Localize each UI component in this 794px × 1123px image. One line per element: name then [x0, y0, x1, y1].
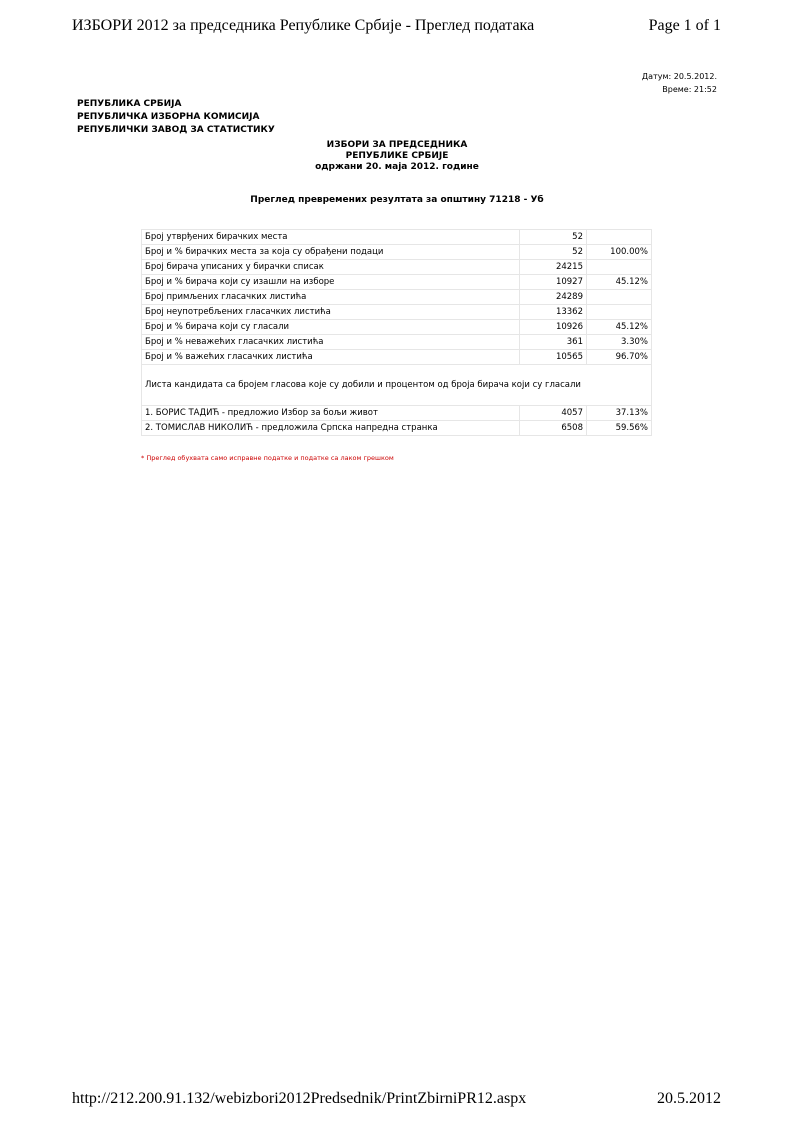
- row-value: 13362: [520, 305, 587, 320]
- row-value: 52: [520, 230, 587, 245]
- row-percent: 100.00%: [587, 245, 652, 260]
- print-header-page: Page 1 of 1: [648, 17, 721, 34]
- footnote: * Преглед обухвата само исправне податке и податке са лаком грешком: [141, 454, 394, 462]
- table-row: [142, 245, 652, 260]
- row-label: Број и % бирача који су изашли на изборе: [142, 275, 520, 290]
- row-label: Број утврђених бирачких места: [142, 230, 520, 245]
- candidate-percent: 59.56%: [587, 421, 652, 436]
- row-percent: 45.12%: [587, 320, 652, 335]
- table-row: [142, 230, 652, 245]
- table-row: [142, 290, 652, 305]
- candidate-label: 1. БОРИС ТАДИЋ - предложио Избор за бољи живот: [142, 406, 520, 421]
- row-value: 52: [520, 245, 587, 260]
- candidate-label: 2. ТОМИСЛАВ НИКОЛИЋ - предложила Српска напредна странка: [142, 421, 520, 436]
- row-value: 24215: [520, 260, 587, 275]
- heading-line-3: одржани 20. маја 2012. године: [315, 162, 479, 172]
- results-table: [141, 229, 652, 436]
- row-percent: [587, 230, 652, 245]
- row-label: Број примљених гласачких листића: [142, 290, 520, 305]
- candidate-percent: 37.13%: [587, 406, 652, 421]
- org-line-commission: РЕПУБЛИЧКА ИЗБОРНА КОМИСИЈА: [77, 112, 260, 122]
- heading-line-2: РЕПУБЛИКЕ СРБИЈЕ: [345, 151, 449, 161]
- org-line-republic: РЕПУБЛИКА СРБИЈА: [77, 99, 182, 109]
- candidate-votes: 4057: [520, 406, 587, 421]
- report-date: Датум: 20.5.2012.: [641, 72, 717, 81]
- heading-line-1: ИЗБОРИ ЗА ПРЕДСЕДНИКА: [326, 140, 468, 150]
- row-label: Број и % неважећих гласачких листића: [142, 335, 520, 350]
- org-line-statistics: РЕПУБЛИЧКИ ЗАВОД ЗА СТАТИСТИКУ: [77, 125, 275, 135]
- table-row: [142, 350, 652, 365]
- row-value: 361: [520, 335, 587, 350]
- candidate-votes: 6508: [520, 421, 587, 436]
- row-label: Број и % бирача који су гласали: [142, 320, 520, 335]
- row-percent: [587, 260, 652, 275]
- candidate-row: [142, 406, 652, 421]
- print-footer-date: 20.5.2012: [657, 1090, 721, 1107]
- row-label: Број бирача уписаних у бирачки списак: [142, 260, 520, 275]
- row-percent: 3.30%: [587, 335, 652, 350]
- table-row: [142, 335, 652, 350]
- candidates-heading: Листа кандидата са бројем гласова које су добили и процентом од броја бирача који су гласали: [142, 365, 652, 406]
- row-value: 10926: [520, 320, 587, 335]
- candidate-row: [142, 421, 652, 436]
- row-label: Број и % бирачких места за која су обрађени подаци: [142, 245, 520, 260]
- overview-title: Преглед превремених резултата за општину 71218 - Уб: [250, 195, 544, 205]
- table-row: [142, 275, 652, 290]
- row-percent: [587, 290, 652, 305]
- table-row: [142, 260, 652, 275]
- print-header-title: ИЗБОРИ 2012 за председника Републике Србије - Преглед података: [72, 17, 535, 34]
- table-row: [142, 305, 652, 320]
- candidates-heading-row: [142, 365, 652, 406]
- row-percent: [587, 305, 652, 320]
- report-time: Време: 21:52: [662, 85, 717, 94]
- row-percent: 96.70%: [587, 350, 652, 365]
- row-percent: 45.12%: [587, 275, 652, 290]
- row-value: 24289: [520, 290, 587, 305]
- print-footer-url: http://212.200.91.132/webizbori2012Predsednik/PrintZbirniPR12.aspx: [72, 1090, 527, 1107]
- row-label: Број неупотребљених гласачких листића: [142, 305, 520, 320]
- row-value: 10565: [520, 350, 587, 365]
- row-value: 10927: [520, 275, 587, 290]
- table-row: [142, 320, 652, 335]
- row-label: Број и % важећих гласачких листића: [142, 350, 520, 365]
